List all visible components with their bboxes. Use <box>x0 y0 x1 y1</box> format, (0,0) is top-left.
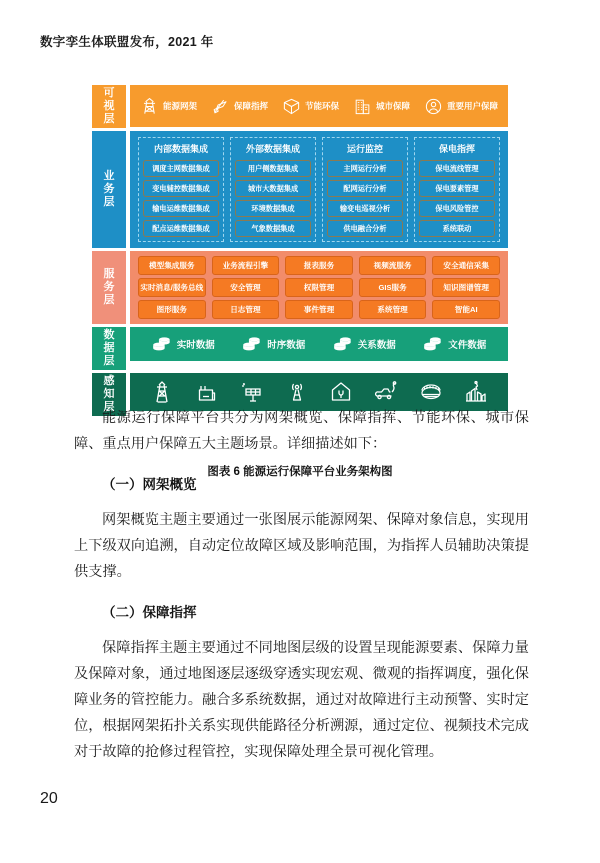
vis-item-command[interactable] <box>211 97 268 116</box>
command-flag-icon <box>211 97 230 116</box>
data-item-relational[interactable] <box>333 334 396 354</box>
service-chip[interactable]: 事件管理 <box>285 300 353 319</box>
vis-item-label: 重要用户保障 <box>446 101 498 111</box>
visualization-items <box>130 85 508 127</box>
data-items <box>130 327 508 361</box>
service-chip[interactable]: 安全管理 <box>212 278 280 297</box>
business-chip[interactable]: 配网运行分析 <box>327 180 403 197</box>
vis-item-label: 保障指挥 <box>233 101 268 111</box>
business-column-power-command <box>414 137 500 242</box>
database-icon <box>333 334 353 354</box>
solar-panel-icon <box>240 380 264 404</box>
business-chip[interactable]: 配点运维数据集成 <box>143 220 219 237</box>
eco-box-icon <box>282 97 301 116</box>
layer-label-char: 可 视 层 <box>103 87 115 125</box>
service-chip[interactable]: 图形服务 <box>138 300 206 319</box>
layer-label-char: 数 据 层 <box>103 329 115 367</box>
data-item-file[interactable] <box>423 334 486 354</box>
home-plug-icon <box>329 380 353 404</box>
service-chip[interactable]: 安全通信采集 <box>432 256 500 275</box>
city-buildings-icon <box>353 97 372 116</box>
layer-label-service <box>92 251 126 324</box>
business-column-title: 外部数据集成 <box>245 144 300 154</box>
figure-caption: 图表 6 能源运行保障平台业务架构图 <box>207 466 393 478</box>
page-number: 20 <box>40 790 58 807</box>
user-circle-icon <box>424 97 443 116</box>
business-column-title: 内部数据集成 <box>153 144 208 154</box>
service-chip[interactable]: 报表服务 <box>285 256 353 275</box>
business-chip[interactable]: 城市大数据集成 <box>235 180 311 197</box>
stadium-icon <box>419 380 443 404</box>
section-body-2: 保障指挥主题主要通过不同地图层级的设置呈现能源要素、保障力量及保障对象，通过地图逐层逐级穿透实现宏观、微观的指挥调度，强化保障业务的管控能力。融合多系统数据，通过对故障进行主动预警、实时定位，根据网架拓扑关系实现供能路径分析溯源，通过定位、视频技术完成对于故障的抢修过程管控，实现保障处理全景可视化管理。 <box>74 640 529 760</box>
service-chip[interactable]: 业务流程引擎 <box>212 256 280 275</box>
vis-item-label: 节能环保 <box>304 101 339 111</box>
business-chip[interactable]: 供电融合分析 <box>327 220 403 237</box>
business-columns <box>130 131 508 248</box>
layer-business <box>92 131 508 248</box>
city-skyline-icon <box>464 380 488 404</box>
service-items <box>130 251 508 324</box>
layer-data <box>92 327 508 370</box>
business-chip[interactable]: 保电要素管理 <box>419 180 495 197</box>
section-body-1: 网架概览主题主要通过一张图展示能源网架、保障对象信息，实现用上下级双向追溯，自动定位故障区域及影响范围，为指挥人员辅助决策提供支撑。 <box>74 512 529 580</box>
business-column-operation-monitor <box>322 137 408 242</box>
database-icon <box>423 334 443 354</box>
data-item-label: 实时数据 <box>176 340 215 351</box>
document-body <box>74 405 529 777</box>
business-chip[interactable]: 主网运行分析 <box>327 160 403 177</box>
business-chip[interactable]: 环境数据集成 <box>235 200 311 217</box>
layer-label-data <box>92 327 126 370</box>
layer-label-char: 业 务 层 <box>103 170 115 208</box>
business-chip[interactable]: 保电流线管理 <box>419 160 495 177</box>
layer-label-char: 感 知 层 <box>103 375 115 413</box>
database-icon <box>242 334 262 354</box>
data-item-realtime[interactable] <box>152 334 215 354</box>
data-item-label: 关系数据 <box>357 340 396 351</box>
business-chip[interactable]: 输电运维数据集成 <box>143 200 219 217</box>
page-header: 数字孪生体联盟发布，2021 年 <box>40 35 214 49</box>
vis-item-label: 城市保障 <box>375 101 410 111</box>
service-chip[interactable]: 系统管理 <box>359 300 427 319</box>
electric-vehicle-icon <box>374 380 398 404</box>
service-chip[interactable]: 日志管理 <box>212 300 280 319</box>
antenna-tower-icon <box>285 380 309 404</box>
data-item-timeseries[interactable] <box>242 334 305 354</box>
business-chip[interactable]: 保电风险管控 <box>419 200 495 217</box>
transmission-tower-icon <box>150 380 174 404</box>
section-heading-1: （一）网架概览 <box>102 477 197 492</box>
intro-paragraph: 能源运行保障平台共分为网架概览、保障指挥、节能环保、城市保障、重点用户保障五大主题场景。详细描述如下： <box>74 410 529 452</box>
business-chip[interactable]: 气象数据集成 <box>235 220 311 237</box>
vis-item-city[interactable] <box>353 97 410 116</box>
section-heading-2: （二）保障指挥 <box>102 605 197 620</box>
vis-item-grid-overview[interactable] <box>140 97 197 116</box>
service-chip[interactable]: 权限管理 <box>285 278 353 297</box>
business-column-internal-data <box>138 137 224 242</box>
service-chip[interactable]: 实时消息/服务总线 <box>138 278 206 297</box>
business-chip[interactable]: 系统联动 <box>419 220 495 237</box>
business-chip[interactable]: 调度主网数据集成 <box>143 160 219 177</box>
layer-service <box>92 251 508 324</box>
factory-icon <box>195 380 219 404</box>
data-item-label: 文件数据 <box>448 340 487 351</box>
data-item-label: 时序数据 <box>267 340 306 351</box>
layer-label-business <box>92 131 126 248</box>
layer-label-char: 服 务 层 <box>103 268 115 306</box>
service-chip[interactable]: GIS服务 <box>359 278 427 297</box>
service-chip[interactable]: 视频流服务 <box>359 256 427 275</box>
service-chip[interactable]: 智能AI <box>432 300 500 319</box>
vis-item-key-user[interactable] <box>424 97 498 116</box>
layer-label-visualization <box>92 85 126 128</box>
business-chip[interactable]: 变电辅控数据集成 <box>143 180 219 197</box>
business-chip[interactable]: 用户侧数据集成 <box>235 160 311 177</box>
service-chip[interactable]: 模型集成服务 <box>138 256 206 275</box>
vis-item-energy-saving[interactable] <box>282 97 339 116</box>
business-column-title: 保电指挥 <box>438 144 475 154</box>
service-chip[interactable]: 知识图谱管理 <box>432 278 500 297</box>
power-tower-icon <box>140 97 159 116</box>
business-column-title: 运行监控 <box>346 144 383 154</box>
vis-item-label: 能源网架 <box>163 101 198 111</box>
business-chip[interactable]: 输变电巡视分析 <box>327 200 403 217</box>
business-column-external-data <box>230 137 316 242</box>
layer-visualization <box>92 85 508 128</box>
database-icon <box>152 334 172 354</box>
